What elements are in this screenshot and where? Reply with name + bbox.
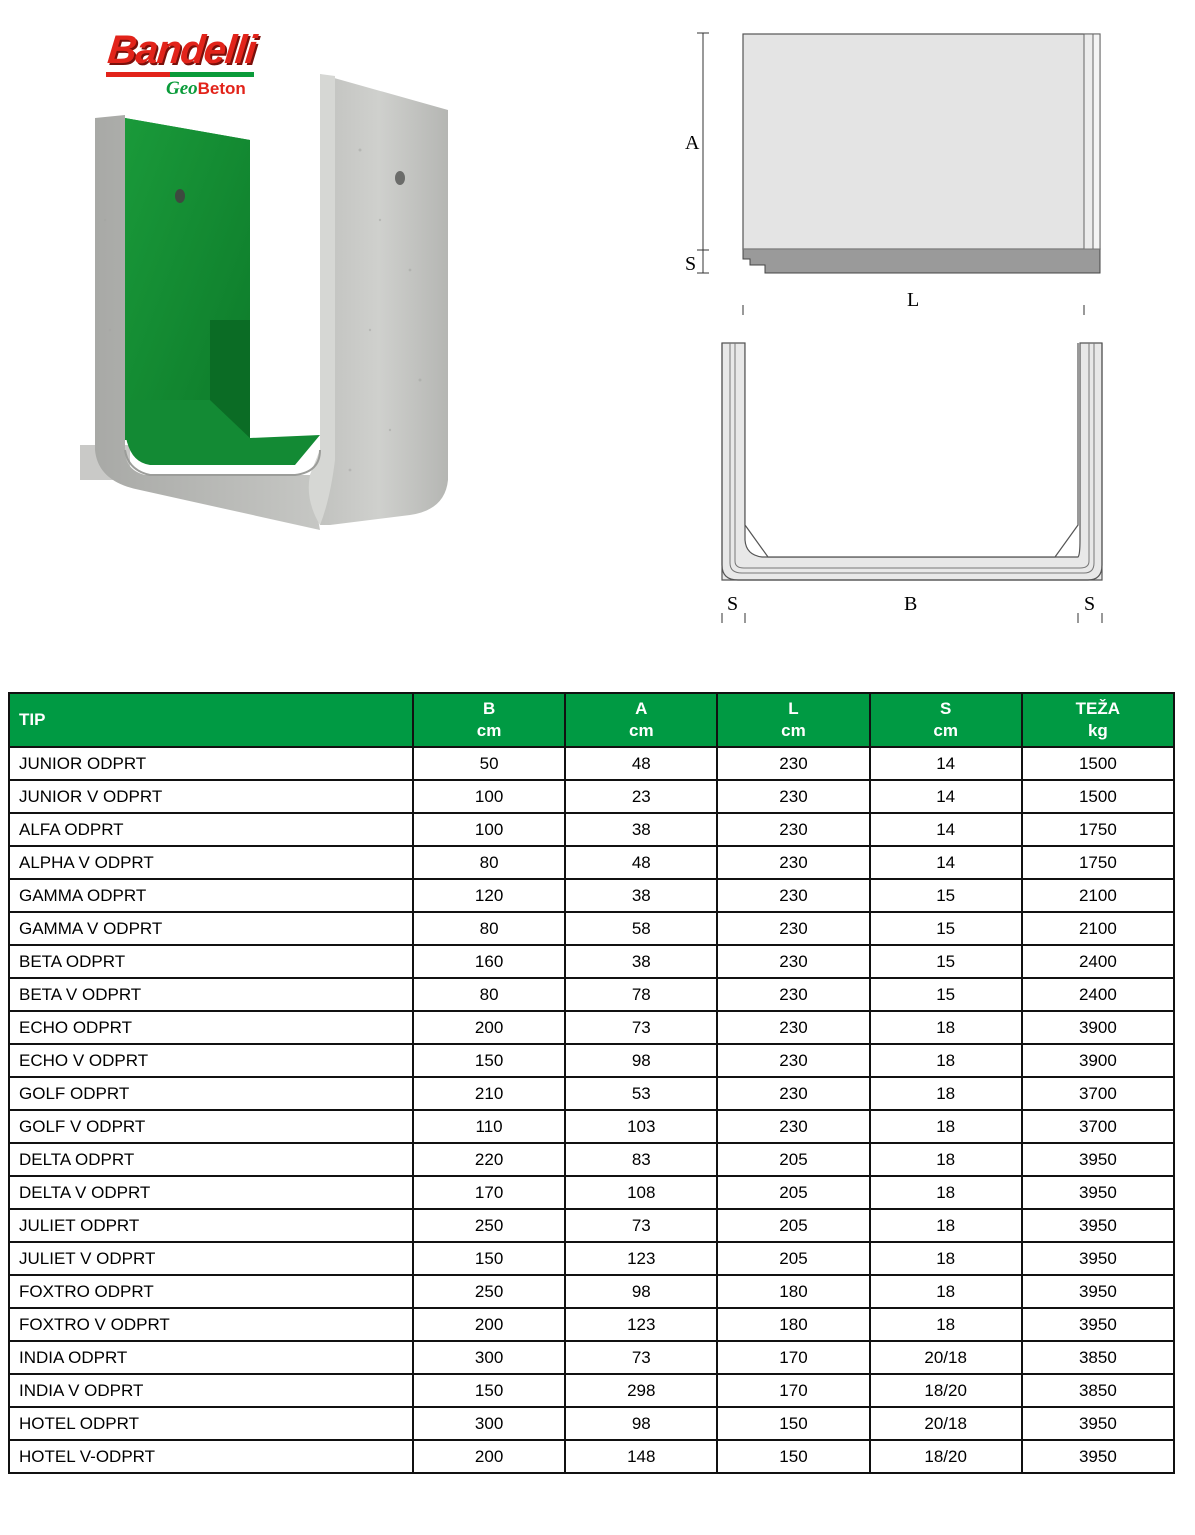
table-cell-value: 23 bbox=[565, 780, 717, 813]
table-cell-type: HOTEL V-ODPRT bbox=[9, 1440, 413, 1473]
dimension-label-s-side: S bbox=[685, 253, 697, 275]
table-cell-value: 15 bbox=[870, 912, 1022, 945]
table-cell-type: DELTA ODPRT bbox=[9, 1143, 413, 1176]
table-cell-value: 150 bbox=[413, 1044, 565, 1077]
dimension-label-b: B bbox=[904, 593, 918, 615]
table-cell-value: 148 bbox=[565, 1440, 717, 1473]
column-header-unit: cm bbox=[781, 721, 806, 740]
table-cell-value: 200 bbox=[413, 1308, 565, 1341]
table-cell-value: 58 bbox=[565, 912, 717, 945]
table-cell-value: 73 bbox=[565, 1341, 717, 1374]
table-cell-value: 3900 bbox=[1022, 1011, 1174, 1044]
table-cell-value: 2100 bbox=[1022, 912, 1174, 945]
table-cell-value: 180 bbox=[717, 1275, 869, 1308]
table-row bbox=[9, 1110, 1174, 1143]
table-cell-value: 160 bbox=[413, 945, 565, 978]
table-cell-value: 3950 bbox=[1022, 1242, 1174, 1275]
table-header-row bbox=[9, 693, 1174, 747]
table-cell-value: 18 bbox=[870, 1176, 1022, 1209]
table-cell-value: 230 bbox=[717, 747, 869, 780]
table-cell-value: 300 bbox=[413, 1341, 565, 1374]
table-cell-value: 83 bbox=[565, 1143, 717, 1176]
column-header-unit: kg bbox=[1087, 721, 1108, 740]
table-cell-value: 230 bbox=[717, 846, 869, 879]
table-cell-value: 18 bbox=[870, 1110, 1022, 1143]
table-cell-value: 230 bbox=[717, 879, 869, 912]
table-cell-value: 230 bbox=[717, 1077, 869, 1110]
table-cell-value: 298 bbox=[565, 1374, 717, 1407]
table-cell-value: 3850 bbox=[1022, 1341, 1174, 1374]
table-row bbox=[9, 780, 1174, 813]
column-header bbox=[413, 693, 565, 747]
table-row bbox=[9, 912, 1174, 945]
table-cell-value: 2100 bbox=[1022, 879, 1174, 912]
table-cell-value: 18 bbox=[870, 1011, 1022, 1044]
table-cell-value: 15 bbox=[870, 879, 1022, 912]
table-cell-value: 3950 bbox=[1022, 1176, 1174, 1209]
table-row bbox=[9, 1407, 1174, 1440]
table-cell-value: 150 bbox=[717, 1407, 869, 1440]
table-cell-value: 3950 bbox=[1022, 1308, 1174, 1341]
table-cell-value: 15 bbox=[870, 945, 1022, 978]
table-cell-value: 15 bbox=[870, 978, 1022, 1011]
table-cell-type: JULIET ODPRT bbox=[9, 1209, 413, 1242]
table-row bbox=[9, 1077, 1174, 1110]
logo-geo: Geo bbox=[166, 78, 198, 99]
table-cell-value: 48 bbox=[565, 846, 717, 879]
table-cell-value: 1750 bbox=[1022, 846, 1174, 879]
table-cell-value: 2400 bbox=[1022, 945, 1174, 978]
table-cell-value: 210 bbox=[413, 1077, 565, 1110]
table-cell-value: 98 bbox=[565, 1407, 717, 1440]
table-cell-value: 80 bbox=[413, 912, 565, 945]
table-row bbox=[9, 1242, 1174, 1275]
logo-wordmark: Bandelli bbox=[105, 28, 258, 72]
table-cell-type: ALFA ODPRT bbox=[9, 813, 413, 846]
table-cell-value: 2400 bbox=[1022, 978, 1174, 1011]
table-cell-value: 150 bbox=[413, 1242, 565, 1275]
table-cell-value: 220 bbox=[413, 1143, 565, 1176]
table-cell-value: 78 bbox=[565, 978, 717, 1011]
column-header-unit: cm bbox=[628, 721, 654, 740]
table-cell-type: GOLF ODPRT bbox=[9, 1077, 413, 1110]
table-cell-value: 98 bbox=[565, 1044, 717, 1077]
column-header bbox=[870, 693, 1022, 747]
table-cell-value: 14 bbox=[870, 813, 1022, 846]
table-cell-type: FOXTRO V ODPRT bbox=[9, 1308, 413, 1341]
logo-beton: Beton bbox=[197, 79, 246, 98]
table-cell-value: 3900 bbox=[1022, 1044, 1174, 1077]
table-cell-value: 3950 bbox=[1022, 1440, 1174, 1473]
table-cell-type: JUNIOR V ODPRT bbox=[9, 780, 413, 813]
table-cell-value: 3950 bbox=[1022, 1407, 1174, 1440]
table-row bbox=[9, 1209, 1174, 1242]
table-cell-value: 200 bbox=[413, 1011, 565, 1044]
specification-table bbox=[8, 692, 1175, 1474]
table-cell-value: 123 bbox=[565, 1308, 717, 1341]
cross-section bbox=[722, 343, 1102, 623]
table-cell-value: 250 bbox=[413, 1209, 565, 1242]
column-header-label: L bbox=[788, 699, 799, 718]
table-cell-value: 230 bbox=[717, 1011, 869, 1044]
table-body bbox=[9, 747, 1174, 1473]
table-cell-value: 123 bbox=[565, 1242, 717, 1275]
table-cell-value: 50 bbox=[413, 747, 565, 780]
column-header bbox=[565, 693, 717, 747]
table-row bbox=[9, 1341, 1174, 1374]
table-cell-value: 103 bbox=[565, 1110, 717, 1143]
table-cell-type: DELTA V ODPRT bbox=[9, 1176, 413, 1209]
table-cell-value: 48 bbox=[565, 747, 717, 780]
table-cell-value: 150 bbox=[717, 1440, 869, 1473]
table-row bbox=[9, 1011, 1174, 1044]
table-cell-value: 230 bbox=[717, 1044, 869, 1077]
table-cell-value: 53 bbox=[565, 1077, 717, 1110]
table-cell-value: 230 bbox=[717, 978, 869, 1011]
table-cell-value: 3950 bbox=[1022, 1209, 1174, 1242]
dimension-label-a: A bbox=[685, 132, 700, 154]
column-header-unit: cm bbox=[933, 721, 958, 740]
table-row bbox=[9, 1308, 1174, 1341]
table-cell-value: 80 bbox=[413, 846, 565, 879]
table-row bbox=[9, 879, 1174, 912]
table-cell-value: 108 bbox=[565, 1176, 717, 1209]
table-cell-value: 18 bbox=[870, 1275, 1022, 1308]
table-cell-type: BETA ODPRT bbox=[9, 945, 413, 978]
table-cell-value: 20/18 bbox=[870, 1407, 1022, 1440]
table-cell-type: ALPHA V ODPRT bbox=[9, 846, 413, 879]
table-cell-value: 14 bbox=[870, 780, 1022, 813]
table-cell-value: 230 bbox=[717, 945, 869, 978]
table-row bbox=[9, 1374, 1174, 1407]
table-cell-value: 205 bbox=[717, 1143, 869, 1176]
table-cell-value: 98 bbox=[565, 1275, 717, 1308]
table-cell-value: 80 bbox=[413, 978, 565, 1011]
table-cell-type: FOXTRO ODPRT bbox=[9, 1275, 413, 1308]
table-cell-value: 38 bbox=[565, 813, 717, 846]
table-cell-value: 73 bbox=[565, 1011, 717, 1044]
table-cell-value: 205 bbox=[717, 1209, 869, 1242]
table-cell-value: 150 bbox=[413, 1374, 565, 1407]
table-cell-value: 3850 bbox=[1022, 1374, 1174, 1407]
table-row bbox=[9, 1440, 1174, 1473]
side-elevation bbox=[697, 33, 1100, 315]
table-row bbox=[9, 978, 1174, 1011]
table-cell-value: 1500 bbox=[1022, 780, 1174, 813]
column-header-label: TEŽA bbox=[1075, 699, 1121, 718]
table-cell-value: 100 bbox=[413, 780, 565, 813]
table-row bbox=[9, 945, 1174, 978]
table-cell-value: 3700 bbox=[1022, 1077, 1174, 1110]
table-cell-type: INDIA ODPRT bbox=[9, 1341, 413, 1374]
table-cell-type: JULIET V ODPRT bbox=[9, 1242, 413, 1275]
dimension-label-l: L bbox=[907, 289, 920, 311]
column-header bbox=[1022, 693, 1174, 747]
column-header-label: TIP bbox=[19, 710, 46, 729]
technical-drawing bbox=[670, 25, 1120, 635]
column-header-unit: cm bbox=[476, 721, 502, 740]
table-cell-value: 170 bbox=[717, 1341, 869, 1374]
table-cell-value: 18 bbox=[870, 1242, 1022, 1275]
dimension-label-s-right: S bbox=[1084, 593, 1096, 615]
table-cell-value: 250 bbox=[413, 1275, 565, 1308]
table-cell-value: 230 bbox=[717, 912, 869, 945]
dimension-label-s-left: S bbox=[727, 593, 739, 615]
table-cell-type: JUNIOR ODPRT bbox=[9, 747, 413, 780]
table-cell-value: 120 bbox=[413, 879, 565, 912]
table-cell-type: INDIA V ODPRT bbox=[9, 1374, 413, 1407]
column-header bbox=[9, 693, 413, 747]
table-cell-type: HOTEL ODPRT bbox=[9, 1407, 413, 1440]
table-row bbox=[9, 846, 1174, 879]
table-cell-value: 1750 bbox=[1022, 813, 1174, 846]
table-row bbox=[9, 1143, 1174, 1176]
table-cell-value: 14 bbox=[870, 846, 1022, 879]
table-cell-type: GAMMA V ODPRT bbox=[9, 912, 413, 945]
table-cell-value: 18 bbox=[870, 1308, 1022, 1341]
table-row bbox=[9, 747, 1174, 780]
u-channel-product-image bbox=[80, 70, 460, 530]
table-cell-value: 110 bbox=[413, 1110, 565, 1143]
table-cell-value: 170 bbox=[413, 1176, 565, 1209]
table-cell-value: 18 bbox=[870, 1044, 1022, 1077]
table-cell-value: 18/20 bbox=[870, 1440, 1022, 1473]
table-row bbox=[9, 1176, 1174, 1209]
table-cell-value: 3950 bbox=[1022, 1275, 1174, 1308]
table-cell-value: 18 bbox=[870, 1143, 1022, 1176]
table-cell-value: 18 bbox=[870, 1077, 1022, 1110]
table-cell-value: 100 bbox=[413, 813, 565, 846]
table-row bbox=[9, 813, 1174, 846]
table-cell-value: 38 bbox=[565, 945, 717, 978]
table-row bbox=[9, 1275, 1174, 1308]
table-cell-value: 170 bbox=[717, 1374, 869, 1407]
table-cell-value: 3950 bbox=[1022, 1143, 1174, 1176]
table-cell-value: 180 bbox=[717, 1308, 869, 1341]
column-header-label: B bbox=[482, 699, 496, 718]
table-cell-type: ECHO ODPRT bbox=[9, 1011, 413, 1044]
table-cell-type: ECHO V ODPRT bbox=[9, 1044, 413, 1077]
table-cell-value: 205 bbox=[717, 1242, 869, 1275]
table-cell-value: 300 bbox=[413, 1407, 565, 1440]
table-cell-value: 18/20 bbox=[870, 1374, 1022, 1407]
column-header-label: S bbox=[939, 699, 952, 718]
table-cell-value: 20/18 bbox=[870, 1341, 1022, 1374]
table-cell-value: 230 bbox=[717, 780, 869, 813]
table-cell-value: 73 bbox=[565, 1209, 717, 1242]
column-header bbox=[717, 693, 869, 747]
column-header-label: A bbox=[635, 699, 648, 718]
table-cell-value: 14 bbox=[870, 747, 1022, 780]
table-cell-value: 1500 bbox=[1022, 747, 1174, 780]
table-cell-type: GAMMA ODPRT bbox=[9, 879, 413, 912]
table-cell-value: 3700 bbox=[1022, 1110, 1174, 1143]
table-cell-value: 230 bbox=[717, 813, 869, 846]
table-cell-value: 205 bbox=[717, 1176, 869, 1209]
table-cell-value: 18 bbox=[870, 1209, 1022, 1242]
table-cell-type: BETA V ODPRT bbox=[9, 978, 413, 1011]
table-cell-value: 38 bbox=[565, 879, 717, 912]
table-cell-value: 200 bbox=[413, 1440, 565, 1473]
table-cell-value: 230 bbox=[717, 1110, 869, 1143]
table-cell-type: GOLF V ODPRT bbox=[9, 1110, 413, 1143]
table-row bbox=[9, 1044, 1174, 1077]
